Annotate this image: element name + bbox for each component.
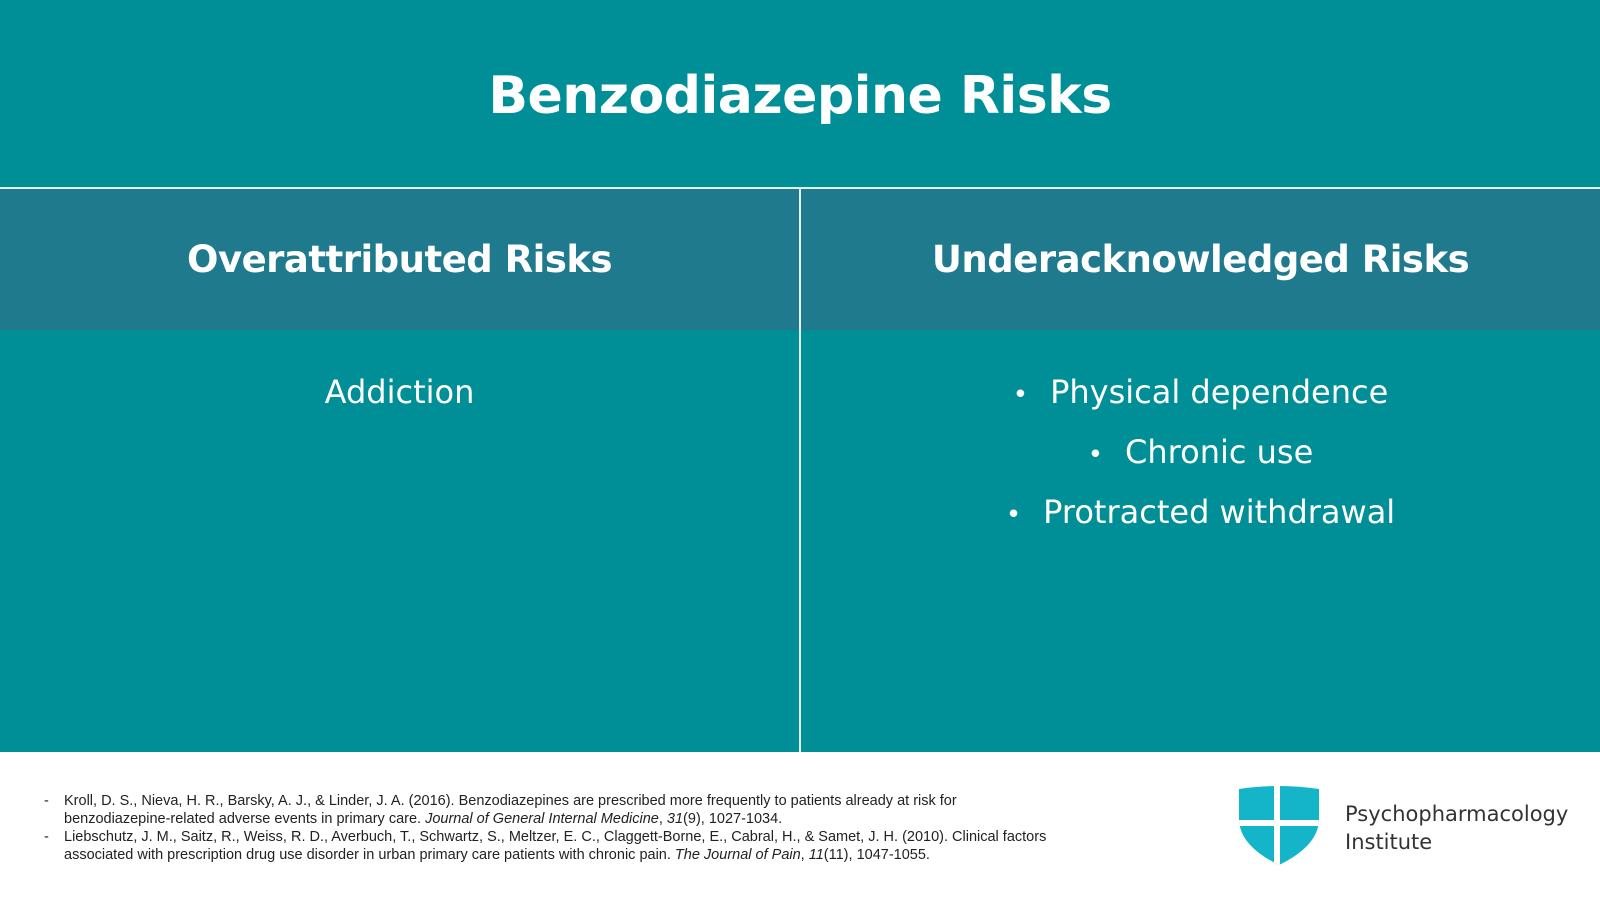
reference-volume: 11 <box>808 847 824 863</box>
bullet-icon: • <box>1012 380 1029 410</box>
column-body-underacknowledged <box>801 330 1600 752</box>
reference-text: Kroll, D. S., Nieva, H. R., Barsky, A. J., & Linder, J. A. (2016). Benzodiazepines are prescribed more frequently to patients already at risk for benzodiazepine-related adverse events in primary care. <box>64 793 957 827</box>
reference-pages: (9), 1027-1034. <box>683 811 783 827</box>
risk-item-label: Physical dependence <box>1050 373 1389 411</box>
bullet-icon: • <box>1087 440 1104 470</box>
reference-journal: Journal of General Internal Medicine <box>425 811 659 827</box>
reference-item <box>44 792 1064 828</box>
reference-dash: - <box>44 829 49 845</box>
column-header-underacknowledged: Underacknowledged Risks <box>801 189 1600 330</box>
slide-title: Benzodiazepine Risks <box>488 66 1112 126</box>
reference-text: Liebschutz, J. M., Saitz, R., Weiss, R. D., Averbuch, T., Schwartz, S., Meltzer, E. C., Claggett-Borne, E., Cabral, H., & Samet, J. H. (2010). Clinical factors associated with prescription drug use disorder in urban primary care patients with chronic pain. <box>64 829 1047 863</box>
shield-cross-icon <box>1238 786 1320 866</box>
reference-journal: The Journal of Pain <box>674 847 801 863</box>
column-body-overattributed <box>0 330 799 752</box>
list-item <box>801 484 1600 544</box>
list-item <box>801 424 1600 484</box>
reference-volume: 31 <box>666 811 684 827</box>
reference-separator: , <box>658 811 667 827</box>
bullet-icon: • <box>1005 500 1022 530</box>
risk-item-label: Chronic use <box>1125 433 1314 471</box>
brand-line-1: Psychopharmacology <box>1345 802 1569 826</box>
list-item <box>801 364 1600 424</box>
brand-line-2: Institute <box>1345 830 1433 854</box>
reference-item <box>44 828 1064 864</box>
risk-item-label: Protracted withdrawal <box>1043 493 1396 531</box>
references <box>44 792 1064 864</box>
underacknowledged-risk-list <box>801 364 1600 544</box>
reference-separator: , <box>800 847 809 863</box>
brand-name <box>1345 800 1568 856</box>
risk-item-addiction: Addiction <box>324 373 475 411</box>
reference-pages: (11), 1047-1055. <box>823 847 930 863</box>
reference-dash: - <box>44 793 49 809</box>
column-header-overattributed: Overattributed Risks <box>0 189 799 330</box>
